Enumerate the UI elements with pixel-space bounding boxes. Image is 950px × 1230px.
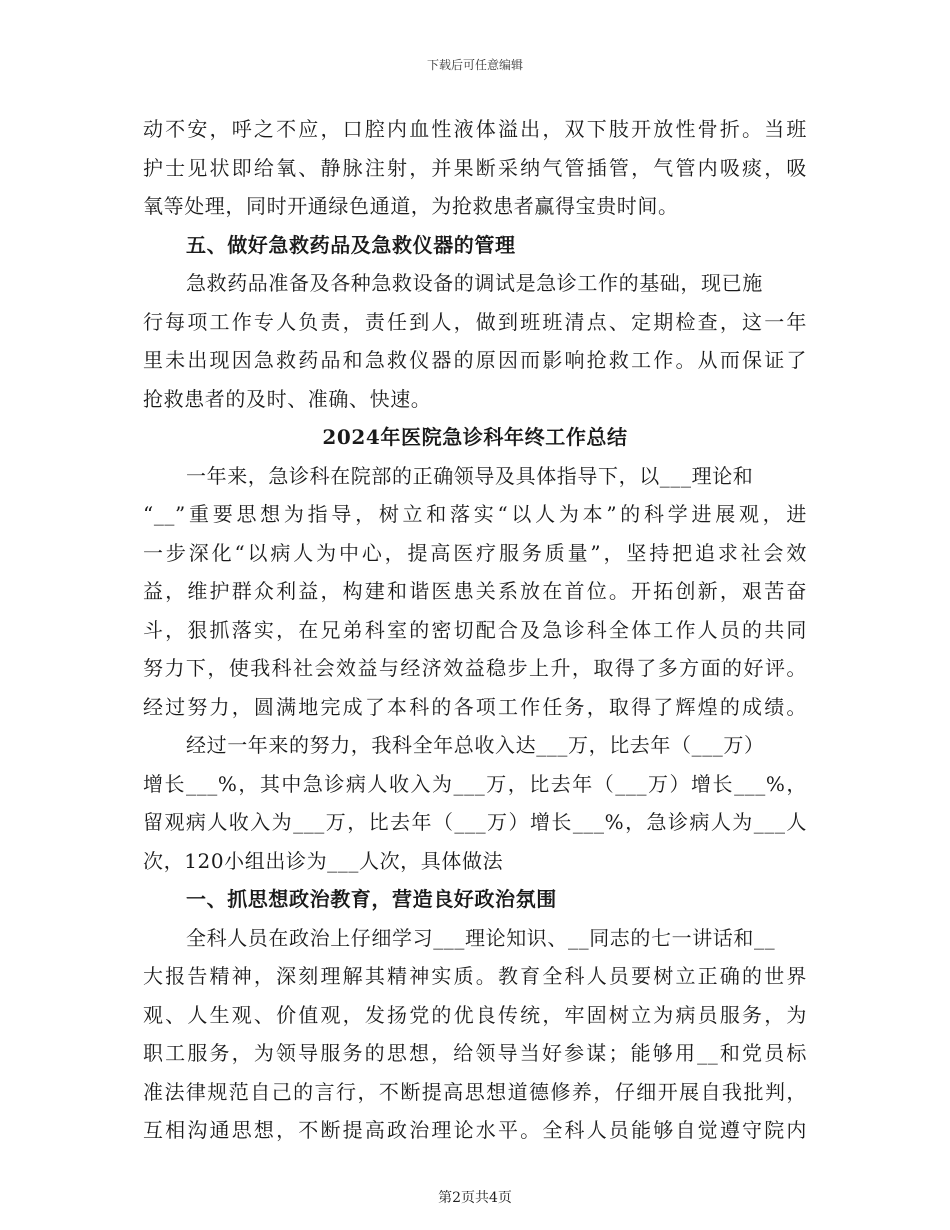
section-heading: 一、抓思想政治教育，营造良好政治氛围 [186,887,557,911]
text-line: 观、人生观、价值观，发扬党的优良传统，牢固树立为病员服务，为 [143,1002,807,1027]
page-number: 第2页共4页 [438,1190,512,1206]
text-line: 抢救患者的及时、准确、快速。 [143,386,432,411]
text-line: 次，120小组出诊为___人次，具体做法 [143,848,504,873]
text-line: 一步深化“以病人为中心，提高医疗服务质量”，坚持把追求社会效 [143,540,807,565]
text-line: 互相沟通思想，不断提高政治理论水平。全科人员能够自觉遵守院内 [143,1118,807,1142]
text-line: 大报告精神，深刻理解其精神实质。教育全科人员要树立正确的世界 [143,964,807,988]
text-line: 行每项工作专人负责，责任到人，做到班班清点、定期检查，这一年 [143,309,807,334]
text-line: 护士见状即给氧、静脉注射，并果断采纳气管插管，气管内吸痰，吸 [143,155,807,180]
text-line: 一年来，急诊科在院部的正确领导及具体指导下，以___理论和 [186,463,754,488]
text-line: 斗，狠抓落实，在兄弟科室的密切配合及急诊科全体工作人员的共同 [143,617,807,642]
text-line: 留观病人收入为___万，比去年（___万）增长___%，急诊病人为___人 [143,810,807,834]
section-heading: 五、做好急救药品及急救仪器的管理 [186,232,516,257]
document-title: 2024年医院急诊科年终工作总结 [322,425,628,449]
text-line: 动不安，呼之不应，口腔内血性液体溢出，双下肢开放性骨折。当班 [143,117,807,141]
text-line: “__”重要思想为指导，树立和落实“以人为本”的科学进展观，进 [143,502,807,526]
text-line: 全科人员在政治上仔细学习___理论知识、__同志的七一讲话和__ [186,925,776,950]
text-line: 经过努力，圆满地完成了本科的各项工作任务，取得了辉煌的成绩。 [143,694,807,719]
text-line: 努力下，使我科社会效益与经济效益稳步上升，取得了多方面的好评。 [143,656,807,680]
text-line: 氧等处理，同时开通绿色通道，为抢救患者赢得宝贵时间。 [143,194,679,218]
text-line: 准法律规范自己的言行，不断提高思想道德修养，仔细开展自我批判， [143,1079,807,1104]
text-line: 增长___%，其中急诊病人收入为___万，比去年（___万）增长___%， [143,771,807,796]
text-line: 经过一年来的努力，我科全年总收入达___万，比去年（___万） [186,733,765,757]
text-line: 急救药品准备及各种急救设备的调试是急诊工作的基础，现已施 [186,271,763,295]
page-header: 下载后可任意编辑 [426,58,523,72]
text-line: 职工服务，为领导服务的思想，给领导当好参谋；能够用__和党员标 [143,1041,807,1065]
text-line: 里未出现因急救药品和急救仪器的原因而影响抢救工作。从而保证了 [143,348,807,372]
text-line: 益，维护群众利益，构建和谐医患关系放在首位。开拓创新，艰苦奋 [143,579,807,603]
document-body [143,110,807,1150]
